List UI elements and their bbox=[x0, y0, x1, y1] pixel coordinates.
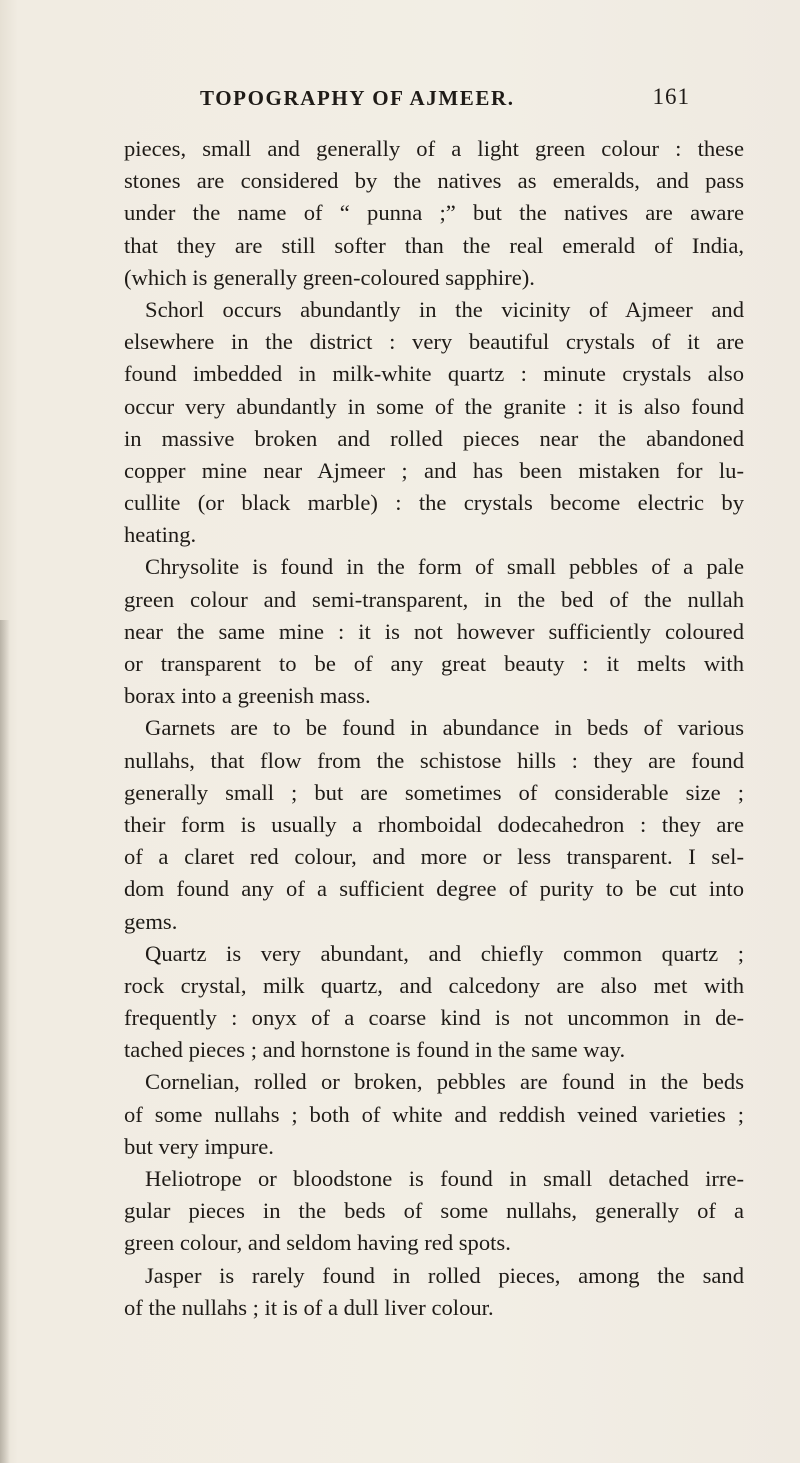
paragraph-start-quartz: Quartz is very abundant, and chiefly common quartz ; bbox=[145, 940, 744, 966]
text-line: of a claret red colour, and more or less transparent. I sel- bbox=[124, 844, 744, 870]
text-line: that they are still softer than the real emerald of India, bbox=[124, 232, 744, 258]
text-line: tached pieces ; and hornstone is found in the same way. bbox=[124, 1037, 626, 1063]
paragraph-start-cornelian: Cornelian, rolled or broken, pebbles are found in the beds bbox=[145, 1069, 744, 1095]
text-line: green colour and semi-transparent, in the bed of the nullah bbox=[124, 586, 744, 612]
text-line: their form is usually a rhomboidal dodecahedron : they are bbox=[124, 811, 744, 837]
text-line: pieces, small and generally of a light green colour : these bbox=[124, 136, 744, 161]
page-header bbox=[200, 86, 690, 116]
text-line: frequently : onyx of a coarse kind is not uncommon in de- bbox=[124, 1005, 744, 1031]
text-line: of the nullahs ; it is of a dull liver colour. bbox=[124, 1294, 494, 1320]
text-line: rock crystal, milk quartz, and calcedony are also met with bbox=[124, 972, 744, 998]
text-line: copper mine near Ajmeer ; and has been mistaken for lu- bbox=[124, 457, 744, 483]
text-line: nullahs, that flow from the schistose hills : they are found bbox=[124, 747, 744, 773]
text-line: in massive broken and rolled pieces near the abandoned bbox=[124, 425, 744, 451]
text-line: stones are considered by the natives as emeralds, and pass bbox=[124, 168, 744, 194]
text-line: dom found any of a sufficient degree of purity to be cut into bbox=[124, 876, 744, 902]
text-line: cullite (or black marble) : the crystals become electric by bbox=[124, 490, 744, 516]
paragraph-start-jasper: Jasper is rarely found in rolled pieces, among the sand bbox=[145, 1262, 744, 1288]
text-line: near the same mine : it is not however sufficiently coloured bbox=[124, 618, 744, 644]
text-line: of some nullahs ; both of white and reddish veined varieties ; bbox=[124, 1101, 744, 1127]
text-line: generally small ; but are sometimes of considerable size ; bbox=[124, 779, 744, 805]
text-line: found imbedded in milk-white quartz : minute crystals also bbox=[124, 361, 744, 387]
paragraph-start-garnets: Garnets are to be found in abundance in beds of various bbox=[145, 715, 744, 741]
text-line: borax into a greenish mass. bbox=[124, 683, 371, 709]
text-line: but very impure. bbox=[124, 1133, 274, 1159]
paragraph-start-heliotrope: Heliotrope or bloodstone is found in small detached irre- bbox=[145, 1166, 744, 1191]
running-title: TOPOGRAPHY OF AJMEER. bbox=[200, 86, 515, 110]
page-number: 161 bbox=[652, 84, 690, 109]
text-line: under the name of “ punna ;” but the natives are aware bbox=[124, 200, 744, 226]
text-line: gular pieces in the beds of some nullahs, generally of a bbox=[124, 1198, 744, 1224]
text-line: elsewhere in the district : very beautiful crystals of it are bbox=[124, 329, 744, 355]
paragraph-start-schorl: Schorl occurs abundantly in the vicinity of Ajmeer and bbox=[145, 296, 744, 322]
text-line: occur very abundantly in some of the granite : it is also found bbox=[124, 393, 744, 419]
text-line: heating. bbox=[124, 522, 197, 548]
text-line: (which is generally green-coloured sapphire). bbox=[124, 264, 535, 290]
text-line: gems. bbox=[124, 908, 178, 934]
body-text bbox=[124, 133, 744, 1324]
paragraph-start-chrysolite: Chrysolite is found in the form of small pebbles of a pale bbox=[145, 554, 744, 580]
text-line: green colour, and seldom having red spots. bbox=[124, 1230, 511, 1256]
text-line: or transparent to be of any great beauty : it melts with bbox=[124, 651, 744, 676]
